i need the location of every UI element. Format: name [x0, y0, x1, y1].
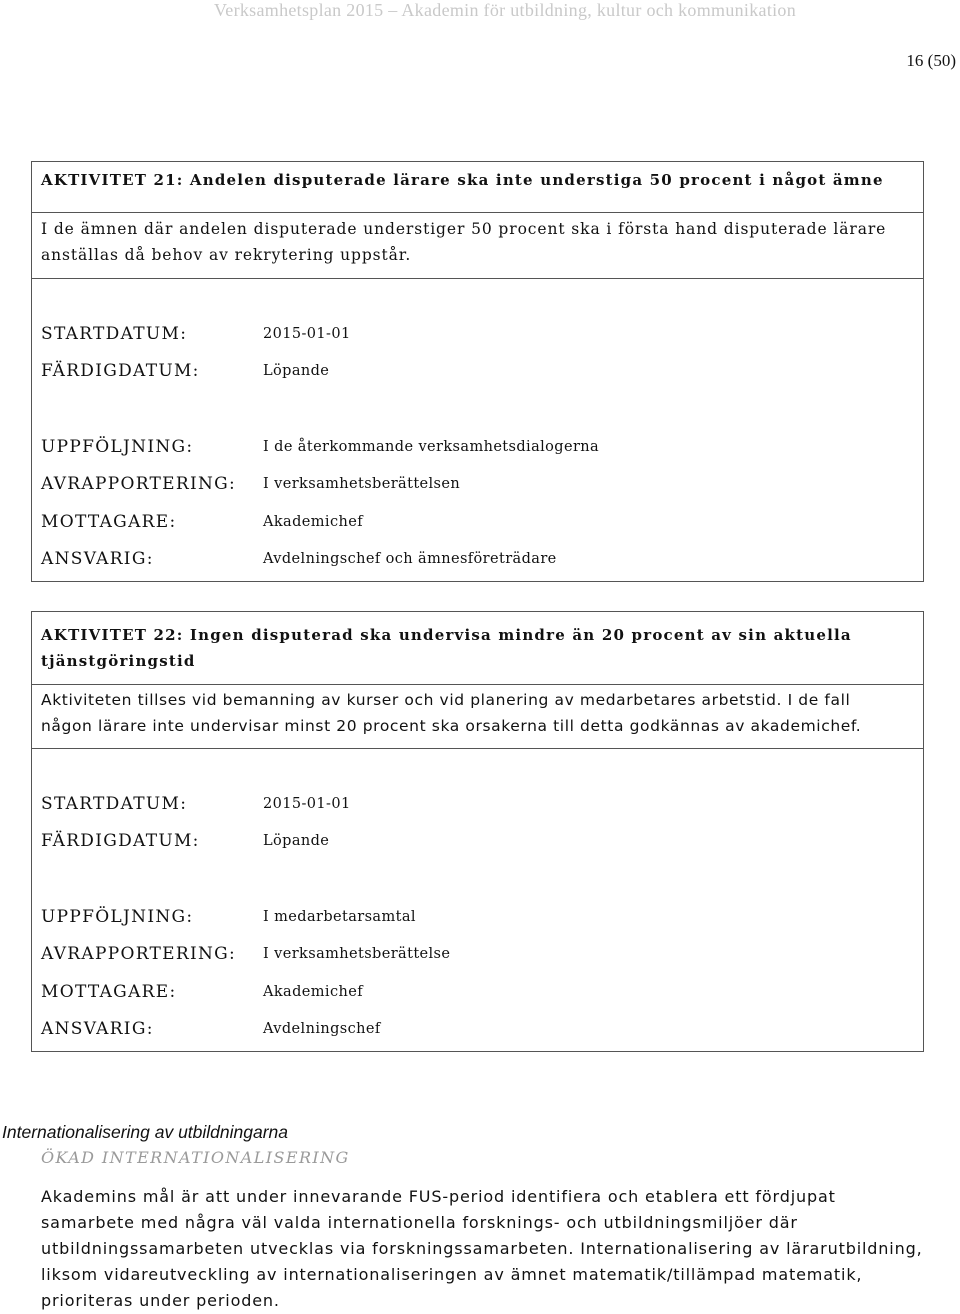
start-date-value: 2015-01-01 [263, 796, 351, 812]
paragraph-line: utbildningssamarbeten utvecklas via forskningssamarbeten. Internationalisering av lärarutbildning, [41, 1239, 923, 1258]
follow-up-label: UPPFÖLJNING: [41, 437, 194, 457]
reporting-value: I verksamhetsberättelse [263, 946, 451, 962]
start-date-label: STARTDATUM: [41, 324, 188, 344]
activity-22-title-line-1: AKTIVITET 22: Ingen disputerad ska undervisa mindre än 20 procent av sin aktuella [41, 626, 852, 644]
activity-21-description-line-2: anställas då behov av rekrytering uppstår. [41, 246, 412, 264]
activity-21-box [31, 161, 924, 582]
responsible-label: ANSVARIG: [41, 549, 154, 569]
reporting-value: I verksamhetsberättelsen [263, 476, 461, 492]
reporting-label: AVRAPPORTERING: [41, 474, 237, 494]
follow-up-label: UPPFÖLJNING: [41, 907, 194, 927]
paragraph-line: Akademins mål är att under innevarande FUS-period identifiera och etablera ett fördjupat [41, 1187, 836, 1206]
responsible-value: Avdelningschef och ämnesföreträdare [263, 551, 557, 567]
section-subtitle: ÖKAD INTERNATIONALISERING [41, 1148, 350, 1167]
end-date-label: FÄRDIGDATUM: [41, 831, 200, 851]
activity-22-description-line-1: Aktiviteten tillses vid bemanning av kurser och vid planering av medarbetares arbetstid. I de fall [41, 691, 851, 709]
section-paragraph [41, 1184, 931, 1314]
recipient-label: MOTTAGARE: [41, 512, 177, 532]
end-date-value: Löpande [263, 833, 330, 849]
follow-up-value: I medarbetarsamtal [263, 909, 416, 925]
page-number: 16 (50) [906, 51, 956, 70]
start-date-value: 2015-01-01 [263, 326, 351, 342]
activity-22-box [31, 611, 924, 1052]
follow-up-value: I de återkommande verksamhetsdialogerna [263, 439, 600, 455]
start-date-label: STARTDATUM: [41, 794, 188, 814]
recipient-value: Akademichef [263, 984, 363, 1000]
end-date-value: Löpande [263, 363, 330, 379]
responsible-value: Avdelningschef [263, 1021, 381, 1037]
reporting-label: AVRAPPORTERING: [41, 944, 237, 964]
divider [32, 748, 923, 749]
divider [32, 212, 923, 213]
activity-21-title: AKTIVITET 21: Andelen disputerade lärare ska inte understiga 50 procent i något ämne [41, 171, 884, 189]
activity-22-description-line-2: någon lärare inte undervisar minst 20 procent ska orsakerna till detta godkännas av akademichef. [41, 717, 862, 735]
divider [32, 278, 923, 279]
paragraph-line: prioriteras under perioden. [41, 1291, 280, 1310]
running-header: Verksamhetsplan 2015 – Akademin för utbildning, kultur och kommunikation [214, 0, 797, 20]
recipient-label: MOTTAGARE: [41, 982, 177, 1002]
activity-22-title-line-2: tjänstgöringstid [41, 652, 196, 670]
divider [32, 684, 923, 685]
paragraph-line: liksom vidareutveckling av internationaliseringen av ämnet matematik/tillämpad matematik, [41, 1265, 863, 1284]
paragraph-line: samarbete med några väl valda internationella forsknings- och utbildningsmiljöer där [41, 1213, 798, 1232]
section-title: Internationalisering av utbildningarna [2, 1122, 289, 1142]
responsible-label: ANSVARIG: [41, 1019, 154, 1039]
end-date-label: FÄRDIGDATUM: [41, 361, 200, 381]
recipient-value: Akademichef [263, 514, 363, 530]
activity-21-description-line-1: I de ämnen där andelen disputerade understiger 50 procent ska i första hand disputerade lärare [41, 220, 887, 238]
